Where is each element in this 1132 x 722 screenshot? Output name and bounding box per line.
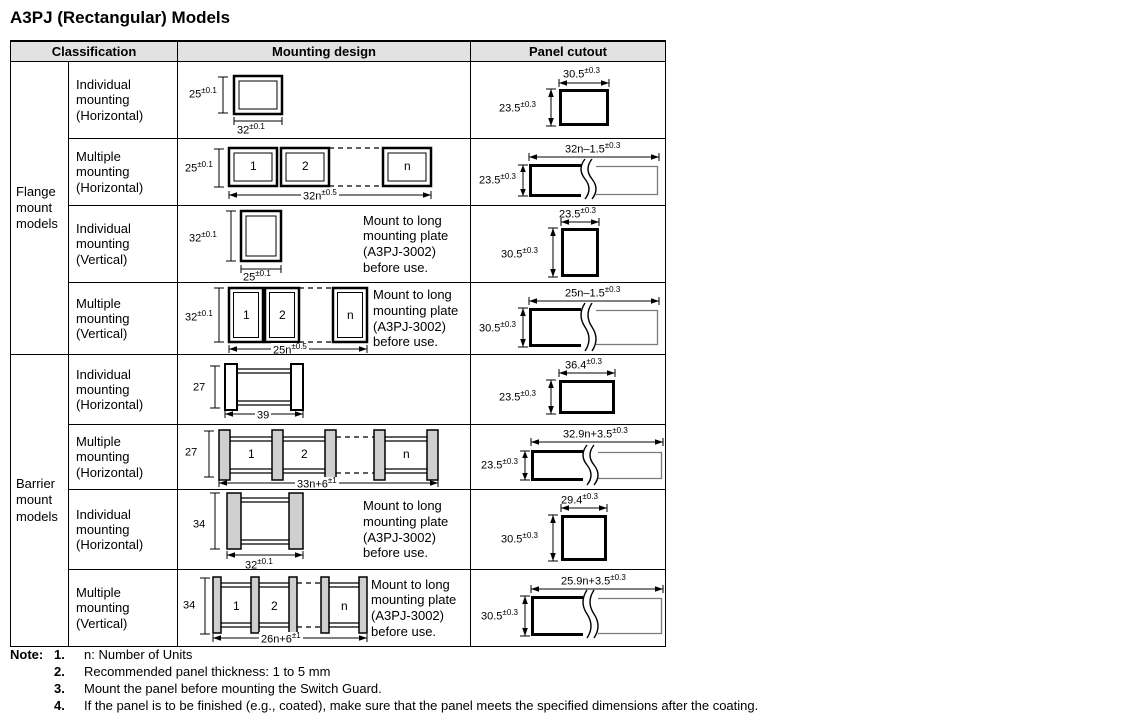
dim-height-label: 34 [193,518,206,531]
dim-width-label: $26n+6^{\pm 1}$ [261,631,301,646]
unit-1-label: 1 [243,307,250,322]
cutout-height-label: $30.5^{\pm 0.3}$ [501,246,538,261]
header-panel-cutout: Panel cutout [471,41,666,62]
panel-cutout-drawing [479,427,666,487]
note-label: Note: [10,647,44,662]
unit-n-label: n [404,159,411,173]
dim-height-label: $32^{\pm 0.1}$ [189,230,217,245]
table-row [11,425,666,490]
mount-plate-note: Mount to long mounting plate (A3PJ-3002) before use. [363,498,449,561]
cutout-width-label: $29.4^{\pm 0.3}$ [561,491,598,507]
table-row [11,355,666,425]
dim-height-label: 34 [183,599,196,612]
note-number: 3. [54,681,65,696]
table-row [11,283,666,355]
table-row [11,490,666,570]
note-number: 4. [54,698,65,713]
panel-cutout-drawing [479,67,659,133]
cutout-width-label: $30.5^{\pm 0.3}$ [563,66,600,81]
mounting-drawing-barrier-multiple-horizontal [183,425,441,489]
panel-cutout-drawing [479,574,666,642]
note-text: Mount the panel before mounting the Switch Guard. [84,681,382,696]
panel-cutout-drawing [479,358,659,422]
cutout-width-label: $32n-1.5^{\pm 0.3}$ [565,141,621,156]
note-text: n: Number of Units [84,647,193,662]
dim-width-label: $32^{\pm 0.1}$ [245,556,273,570]
row5-type: Individual mounting (Horizontal) [69,355,178,425]
unit-1-label: 1 [250,159,257,173]
header-mounting-design: Mounting design [178,41,471,62]
unit-n-label: n [347,307,354,322]
group-barrier: Barrier mount models [11,355,69,647]
dim-width-label: $33n+6^{\pm 1}$ [297,476,337,490]
unit-n-label: n [341,599,348,613]
notes [10,646,758,714]
cutout-width-label: $23.5^{\pm 0.3}$ [559,206,596,221]
panel-cutout-drawing [479,493,659,567]
unit-1-label: 1 [248,447,255,461]
panel-cutout-drawing [479,142,665,202]
panel-cutout-drawing [479,286,665,352]
mounting-drawing-barrier-individual-tall [183,491,355,569]
cutout-width-label: $32.9n+3.5^{\pm 0.3}$ [563,426,628,441]
row7-type: Individual mounting (Horizontal) [69,490,178,570]
note-item [10,697,758,714]
dim-height-label: $25^{\pm 0.1}$ [185,160,213,175]
page-title: A3PJ (Rectangular) Models [10,8,231,27]
table-row [11,206,666,283]
dim-height-label: $25^{\pm 0.1}$ [189,86,217,101]
unit-2-label: 2 [301,447,308,461]
table-row [11,570,666,647]
mounting-drawing-barrier-multiple-vertical [183,574,371,646]
cutout-height-label: $23.5^{\pm 0.3}$ [499,100,536,115]
cutout-height-label: $23.5^{\pm 0.3}$ [499,388,536,404]
note-number: 1. [54,647,65,662]
mounting-drawing-flange-multiple-vertical [183,284,373,354]
mount-plate-note: Mount to long mounting plate (A3PJ-3002) before use. [371,576,457,639]
dim-width-label: $25n^{\pm 0.5}$ [273,341,307,355]
unit-2-label: 2 [271,599,278,613]
unit-n-label: n [403,447,410,461]
mount-plate-note: Mount to long mounting plate (A3PJ-3002) before use. [363,212,449,275]
cutout-height-label: $30.5^{\pm 0.3}$ [479,319,516,335]
unit-2-label: 2 [279,307,286,322]
row8-type: Multiple mounting (Vertical) [69,570,178,647]
dim-height-label: 27 [193,381,206,394]
cutout-height-label: $30.5^{\pm 0.3}$ [501,530,538,546]
cutout-height-label: $23.5^{\pm 0.3}$ [481,457,518,472]
panel-cutout-drawing [479,207,659,281]
cutout-height-label: $30.5^{\pm 0.3}$ [481,608,518,623]
mounting-drawing-flange-individual-horizontal [183,67,353,137]
header-row [11,41,666,62]
dim-width-label: $32^{\pm 0.1}$ [237,122,265,137]
dim-height-label: 27 [185,446,198,459]
models-table [10,40,666,647]
header-classification: Classification [11,41,178,62]
unit-2-label: 2 [302,159,309,173]
note-text: If the panel is to be finished (e.g., coated), make sure that the panel meets the specified dimensions after the coating. [84,698,759,713]
dim-width-label: 39 [257,409,270,422]
note-item [10,663,758,680]
mounting-drawing-barrier-individual-horizontal [183,358,353,422]
note-text: Recommended panel thickness: 1 to 5 mm [84,664,331,679]
mount-plate-note: Mount to long mounting plate (A3PJ-3002) before use. [373,287,459,350]
group-flange: Flange mount models [11,62,69,355]
mounting-drawing-flange-individual-vertical [183,207,359,281]
dim-width-label: $32n^{\pm 0.5}$ [303,188,337,203]
unit-1-label: 1 [233,599,240,613]
cutout-height-label: $23.5^{\pm 0.3}$ [479,172,516,187]
cutout-width-label: $25n-1.5^{\pm 0.3}$ [565,284,621,300]
table-row [11,62,666,139]
row1-type: Individual mounting (Horizontal) [69,62,178,139]
note-number: 2. [54,664,65,679]
row6-type: Multiple mounting (Horizontal) [69,425,178,490]
dim-width-label: $25^{\pm 0.1}$ [243,269,271,283]
cutout-width-label: $25.9n+3.5^{\pm 0.3}$ [561,573,626,588]
mounting-drawing-flange-multiple-horizontal [183,139,443,205]
note-item [10,680,758,697]
row3-type: Individual mounting (Vertical) [69,206,178,283]
table-row [11,139,666,206]
dim-height-label: $32^{\pm 0.1}$ [185,308,213,324]
row2-type: Multiple mounting (Horizontal) [69,139,178,206]
note-item [10,646,758,663]
cutout-width-label: $36.4^{\pm 0.3}$ [565,356,602,372]
row4-type: Multiple mounting (Vertical) [69,283,178,355]
